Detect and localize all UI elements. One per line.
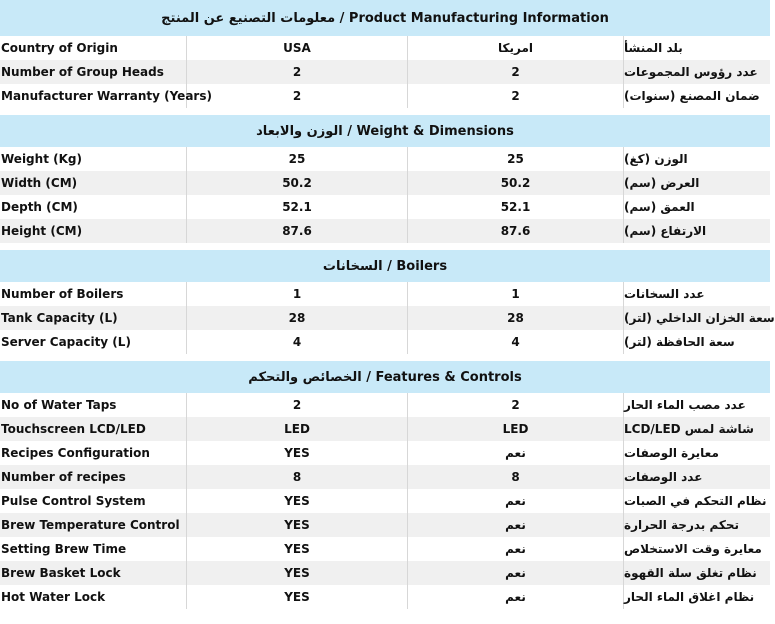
spec-row (0, 561, 770, 585)
label-en-cell: Pulse Control System (0, 489, 187, 513)
value-ar-cell: 52.1 (408, 195, 624, 219)
spec-row (0, 330, 770, 354)
spec-row (0, 147, 770, 171)
value-ar-cell: نعم (408, 537, 624, 561)
value-en-cell: 1 (187, 282, 408, 306)
label-en-cell: Brew Temperature Control (0, 513, 187, 537)
label-en-cell: Height (CM) (0, 219, 187, 243)
value-en-cell: 87.6 (187, 219, 408, 243)
label-ar-cell: سعة الحافظة (لتر) (624, 335, 735, 349)
value-ar-cell: نعم (408, 441, 624, 465)
label-ar-cell: تحكم بدرجة الحرارة (624, 518, 740, 532)
label-en-cell: Brew Basket Lock (0, 561, 187, 585)
label-ar-cell: سعة الخزان الداخلي (لتر) (624, 311, 775, 325)
label-en-cell: Depth (CM) (0, 195, 187, 219)
label-en-cell: Setting Brew Time (0, 537, 187, 561)
label-en-cell: Tank Capacity (L) (0, 306, 187, 330)
value-ar-cell: 2 (408, 60, 624, 84)
spec-row (0, 513, 770, 537)
label-en-cell: Number of recipes (0, 465, 187, 489)
value-ar-cell: امريكا (408, 36, 624, 60)
value-en-cell: 8 (187, 465, 408, 489)
label-ar-cell: الارتفاع (سم) (624, 224, 707, 238)
label-en-cell: Recipes Configuration (0, 441, 187, 465)
value-en-cell: 2 (187, 84, 408, 108)
value-en-cell: YES (187, 513, 408, 537)
spec-row (0, 585, 770, 609)
label-ar-cell: شاشة لمس LCD/LED (624, 422, 754, 436)
value-ar-cell: 8 (408, 465, 624, 489)
label-en-cell: Width (CM) (0, 171, 187, 195)
spec-row (0, 219, 770, 243)
label-ar-cell: نظام تغلق سلة القهوة (624, 566, 757, 580)
spec-row (0, 36, 770, 60)
spec-row (0, 465, 770, 489)
section-header: معلومات التصنيع عن المنتج / Product Manufacturing Information (0, 0, 770, 36)
value-ar-cell: 87.6 (408, 219, 624, 243)
value-en-cell: YES (187, 537, 408, 561)
label-en-cell: Server Capacity (L) (0, 330, 187, 354)
label-ar-cell: معايرة وقت الاستخلاص (624, 542, 762, 556)
value-en-cell: 25 (187, 147, 408, 171)
value-ar-cell: نعم (408, 585, 624, 609)
label-ar-cell: عدد السخانات (624, 287, 705, 301)
label-en-cell: Manufacturer Warranty (Years) (0, 84, 187, 108)
label-en-cell: Number of Boilers (0, 282, 187, 306)
value-en-cell: YES (187, 441, 408, 465)
value-ar-cell: 4 (408, 330, 624, 354)
value-en-cell: YES (187, 585, 408, 609)
label-ar-cell: معايرة الوصفات (624, 446, 719, 460)
value-en-cell: 28 (187, 306, 408, 330)
label-ar-cell: الوزن (كغ) (624, 152, 688, 166)
spec-row (0, 306, 775, 330)
spec-row (0, 84, 770, 108)
label-ar-cell: العرض (سم) (624, 176, 700, 190)
label-ar-cell: العمق (سم) (624, 200, 695, 214)
label-ar-cell: عدد الوصفات (624, 470, 703, 484)
value-ar-cell: 50.2 (408, 171, 624, 195)
spec-row (0, 489, 770, 513)
value-ar-cell: 2 (408, 393, 624, 417)
label-ar-cell: بلد المنشأ (624, 41, 683, 55)
label-ar-cell: ضمان المصنع (سنوات) (624, 89, 760, 103)
value-ar-cell: 25 (408, 147, 624, 171)
value-ar-cell: نعم (408, 489, 624, 513)
label-en-cell: Touchscreen LCD/LED (0, 417, 187, 441)
spec-row (0, 393, 770, 417)
label-ar-cell: نظام التحكم في الصبات (624, 494, 767, 508)
section-header: الخصائص والتحكم / Features & Controls (0, 360, 770, 393)
spec-row (0, 537, 770, 561)
section-header: الوزن والابعاد / Weight & Dimensions (0, 114, 770, 147)
spec-row (0, 417, 770, 441)
spec-row (0, 171, 770, 195)
spec-row (0, 282, 770, 306)
label-en-cell: Number of Group Heads (0, 60, 187, 84)
value-ar-cell: LED (408, 417, 624, 441)
value-en-cell: 52.1 (187, 195, 408, 219)
value-ar-cell: 2 (408, 84, 624, 108)
value-ar-cell: 28 (408, 306, 624, 330)
value-en-cell: 2 (187, 393, 408, 417)
value-en-cell: YES (187, 561, 408, 585)
spec-row (0, 195, 770, 219)
section-header: السخانات / Boilers (0, 249, 770, 282)
value-ar-cell: نعم (408, 513, 624, 537)
label-en-cell: Weight (Kg) (0, 147, 187, 171)
label-ar-cell: عدد رؤوس المجموعات (624, 65, 758, 79)
value-en-cell: USA (187, 36, 408, 60)
value-en-cell: 2 (187, 60, 408, 84)
label-ar-cell: نظام اغلاق الماء الحار (624, 590, 755, 604)
label-en-cell: No of Water Taps (0, 393, 187, 417)
value-en-cell: 4 (187, 330, 408, 354)
spec-row (0, 60, 770, 84)
value-ar-cell: 1 (408, 282, 624, 306)
value-ar-cell: نعم (408, 561, 624, 585)
label-ar-cell: عدد مصب الماء الحار (624, 398, 746, 412)
spec-row (0, 441, 770, 465)
label-en-cell: Hot Water Lock (0, 585, 187, 609)
value-en-cell: 50.2 (187, 171, 408, 195)
value-en-cell: LED (187, 417, 408, 441)
label-en-cell: Country of Origin (0, 36, 187, 60)
value-en-cell: YES (187, 489, 408, 513)
